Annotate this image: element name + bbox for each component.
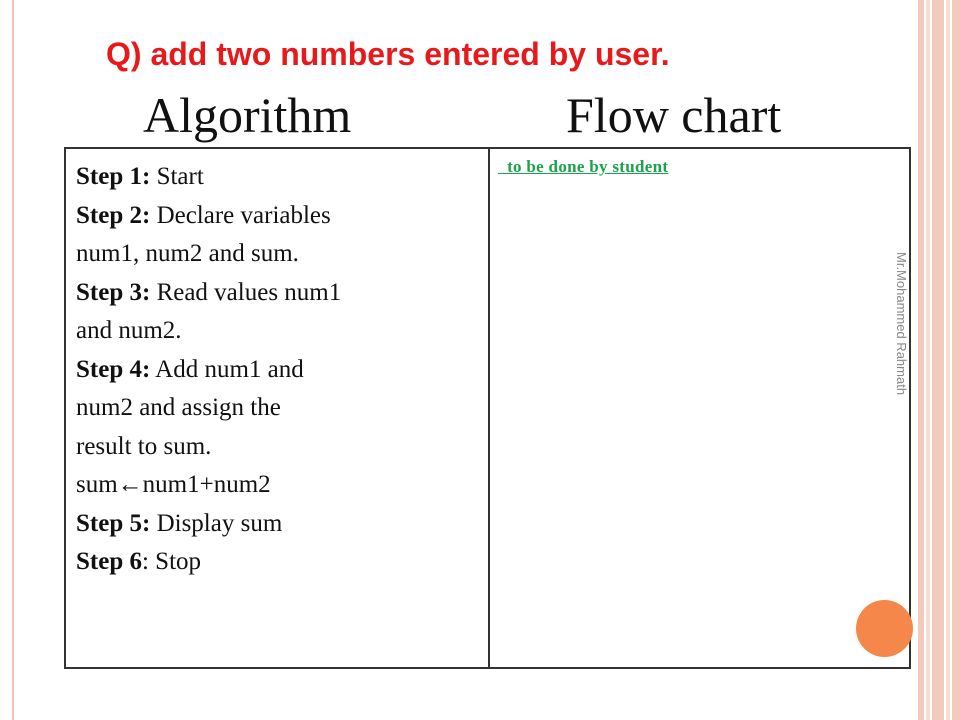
question-title: Q) add two numbers entered by user. xyxy=(106,36,670,72)
step-text: Start xyxy=(150,163,204,190)
algorithm-line xyxy=(76,505,480,544)
step-label: Step 1: xyxy=(76,163,151,190)
left-border-line xyxy=(12,0,14,720)
algorithm-cell xyxy=(66,149,490,667)
flowchart-heading: Flow chart xyxy=(566,87,782,143)
step-text: Add num1 and xyxy=(150,355,304,383)
step-text: Declare variables xyxy=(150,201,331,229)
decorative-stripe xyxy=(952,0,960,720)
step-text: sum←num1+num2 xyxy=(76,471,271,498)
step-text: Display sum xyxy=(150,509,283,537)
step-text: : Stop xyxy=(141,548,202,575)
step-label: Step 5: xyxy=(76,509,151,537)
algorithm-line xyxy=(76,235,480,274)
algorithm-line xyxy=(76,158,480,197)
step-text: and num2. xyxy=(76,317,182,344)
algorithm-line xyxy=(76,543,480,582)
decorative-stripe xyxy=(932,0,944,720)
algorithm-line xyxy=(76,312,480,351)
step-label: Step 3: xyxy=(76,278,151,306)
content-table xyxy=(64,147,911,669)
flowchart-cell xyxy=(490,149,909,667)
algorithm-line xyxy=(76,466,480,505)
decorative-stripe xyxy=(918,0,924,720)
step-text: num2 and assign the xyxy=(76,394,281,421)
student-note-link[interactable]: to be done by student xyxy=(498,157,669,176)
algorithm-line xyxy=(76,389,480,428)
step-label: Step 6 xyxy=(76,548,142,575)
algorithm-line xyxy=(76,351,480,390)
algorithm-heading: Algorithm xyxy=(143,87,352,143)
step-label: Step 4: xyxy=(76,355,151,383)
decorative-stripe xyxy=(946,0,950,720)
algorithm-line xyxy=(76,197,480,236)
algorithm-line xyxy=(76,274,480,313)
algorithm-line xyxy=(76,428,480,467)
step-text: Read values num1 xyxy=(150,278,342,306)
step-text: result to sum. xyxy=(76,432,212,460)
step-label: Step 2: xyxy=(76,201,151,229)
author-watermark: Mr.Mohammed Rahmath xyxy=(894,252,909,396)
decorative-circle xyxy=(856,600,913,657)
step-text: num1, num2 and sum. xyxy=(76,240,299,267)
decorative-stripe xyxy=(926,0,930,720)
